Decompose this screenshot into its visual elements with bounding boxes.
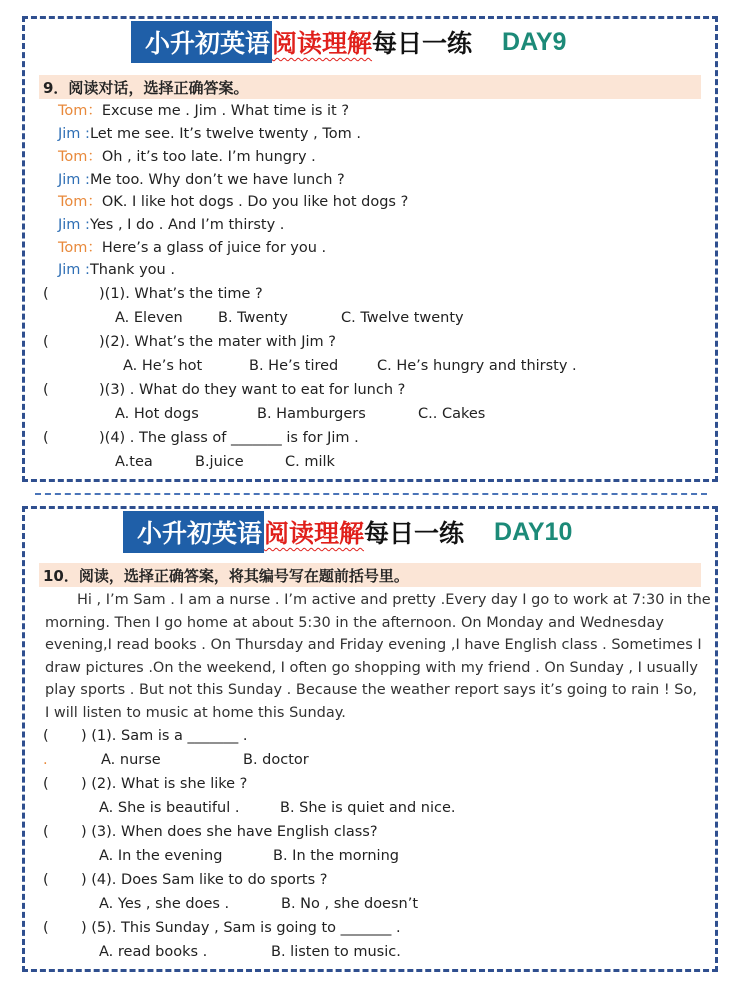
- title-black-text: 每日一练: [372, 29, 473, 58]
- title-red-text: 阅读理解: [264, 519, 365, 548]
- option: B. Hamburgers: [257, 406, 366, 422]
- option: B. No , she doesn’t: [281, 896, 419, 912]
- option: C. Twelve twenty: [341, 310, 464, 326]
- answer-bracket-open[interactable]: (: [43, 824, 49, 840]
- option: B. doctor: [243, 752, 309, 768]
- title-black-text: 每日一练: [364, 519, 465, 548]
- question-5-text: ) (5). This Sunday , Sam is going to _______ .: [81, 920, 401, 936]
- dialogue-line: [58, 147, 316, 167]
- answer-bracket-open[interactable]: (: [43, 872, 49, 888]
- option: A. He’s hot: [123, 358, 203, 374]
- option: C.. Cakes: [418, 406, 486, 422]
- dialogue-line: [58, 192, 408, 212]
- answer-bracket-open[interactable]: (: [43, 728, 49, 744]
- day9-title: [131, 21, 566, 63]
- day-label: DAY9: [502, 27, 567, 56]
- question-3-text: ) (3). When does she have English class?: [81, 824, 378, 840]
- speaker: Tom：: [58, 149, 102, 165]
- question-4-text: ) (4). Does Sam like to do sports ?: [81, 872, 328, 888]
- instruction: 10．阅读，选择正确答案，将其编号写在题前括号里。: [39, 563, 701, 587]
- day10-card: [22, 506, 718, 972]
- dialogue-line: [58, 215, 284, 235]
- passage-line: play sports . But not this Sunday . Because the weather report says it’s going to rain ! So,: [45, 682, 697, 699]
- option: A.tea: [115, 454, 153, 470]
- option: B. In the morning: [273, 848, 399, 864]
- speaker: Tom：: [58, 194, 102, 210]
- question-1-text: ) (1). Sam is a _______ .: [81, 728, 248, 744]
- question-1-text: )(1). What’s the time ?: [99, 286, 263, 302]
- option: A. Yes , she does .: [99, 896, 230, 912]
- option: B.juice: [195, 454, 244, 470]
- dialogue-line: [58, 260, 175, 280]
- option: A. nurse: [101, 752, 161, 768]
- speaker: Jim :: [58, 172, 90, 188]
- dialogue-line: [58, 101, 349, 121]
- passage-line: morning. Then I go home at about 5:30 in the afternoon. On Monday and Wednesday: [45, 614, 664, 631]
- passage-line: evening,I read books . On Thursday and Friday evening ,I have English class . Sometimes I: [45, 637, 702, 654]
- option: C. milk: [285, 454, 335, 470]
- speaker: Tom：: [58, 240, 102, 256]
- answer-bracket-open[interactable]: (: [43, 286, 49, 302]
- speaker: Jim :: [58, 217, 90, 233]
- question-3-text: )(3) . What do they want to eat for lunch ?: [99, 382, 406, 398]
- day-label: DAY10: [494, 517, 573, 546]
- line-text: Here’s a glass of juice for you .: [101, 240, 327, 256]
- question-2: [43, 332, 49, 352]
- title-red-text: 阅读理解: [272, 29, 373, 58]
- answer-bracket-open[interactable]: (: [43, 430, 49, 446]
- speaker: Jim :: [58, 126, 90, 142]
- passage-line: Hi , I’m Sam . I am a nurse . I’m active and pretty .Every day I go to work at 7:30 in the: [77, 592, 711, 608]
- dialogue-line: [58, 170, 345, 190]
- option: A. read books .: [99, 944, 208, 960]
- option: B. She is quiet and nice.: [280, 800, 456, 816]
- passage-line: I will listen to music at home this Sunday.: [45, 704, 346, 721]
- line-text: Me too. Why don’t we have lunch ?: [89, 172, 345, 188]
- line-text: OK. I like hot dogs . Do you like hot dogs ?: [101, 194, 409, 210]
- dialogue-line: [58, 238, 326, 258]
- option: B. Twenty: [218, 310, 288, 326]
- line-text: Let me see. It’s twelve twenty , Tom .: [89, 126, 361, 142]
- option: A. In the evening: [99, 848, 223, 864]
- question-2-text: )(2). What’s the mater with Jim ?: [99, 334, 336, 350]
- option: B. listen to music.: [271, 944, 401, 960]
- answer-bracket-open[interactable]: (: [43, 776, 49, 792]
- option: A. She is beautiful .: [99, 800, 240, 816]
- answer-bracket-open[interactable]: (: [43, 382, 49, 398]
- question-4-text: )(4) . The glass of _______ is for Jim .: [99, 430, 359, 446]
- question-2-text: ) (2). What is she like ?: [81, 776, 248, 792]
- answer-bracket-open[interactable]: (: [43, 334, 49, 350]
- answer-bracket-open[interactable]: (: [43, 920, 49, 936]
- reading-passage: [45, 589, 711, 725]
- speaker: Jim :: [58, 262, 90, 278]
- dialogue-line: [58, 124, 361, 144]
- option: B. He’s tired: [249, 358, 339, 374]
- line-text: Thank you .: [89, 262, 175, 278]
- option: A. Hot dogs: [115, 406, 199, 422]
- speaker: Tom：: [58, 103, 102, 119]
- title-blue-text: 小升初英语: [131, 21, 272, 63]
- passage-line: draw pictures .On the weekend, I often go shopping with my friend . On Sunday , I usually: [45, 659, 698, 676]
- day9-card: [22, 16, 718, 482]
- instruction: 9．阅读对话，选择正确答案。: [39, 75, 701, 99]
- option: C. He’s hungry and thirsty .: [377, 358, 577, 374]
- title-blue-text: 小升初英语: [123, 511, 264, 553]
- question-3: [43, 380, 49, 400]
- stray-mark: .: [43, 752, 48, 768]
- line-text: Oh , it’s too late. I’m hungry .: [101, 149, 316, 165]
- line-text: Excuse me . Jim . What time is it ?: [101, 103, 350, 119]
- question-4: [43, 428, 49, 448]
- line-text: Yes , I do . And I’m thirsty .: [89, 217, 285, 233]
- option: A. Eleven: [115, 310, 183, 326]
- section-divider: [35, 493, 707, 495]
- question-1: [43, 284, 49, 304]
- day10-title: [123, 511, 572, 553]
